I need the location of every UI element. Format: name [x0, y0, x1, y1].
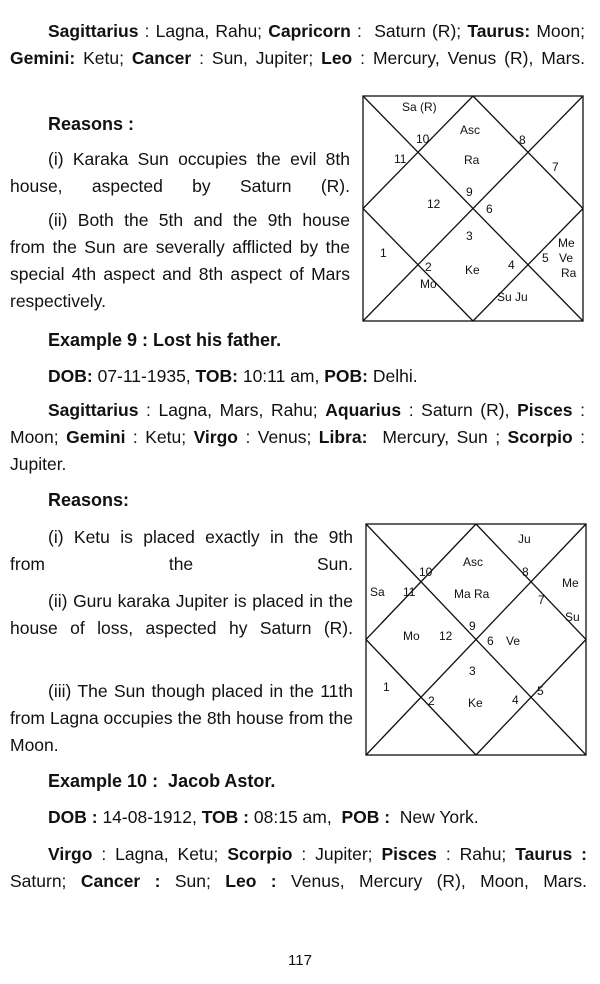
- ex8-reason-2: (ii) Both the 5th and the 9th house from the Sun are severally afflicted by the special 4th aspect and 8th aspect of Mars respectively.: [10, 210, 350, 311]
- house-number: 1: [380, 246, 387, 260]
- planet-label: Asc: [463, 555, 484, 569]
- house-number: 8: [522, 565, 529, 579]
- ex9-reason-2: (ii) Guru karaka Jupiter is placed in the house of loss, aspected hy Saturn (R).: [10, 591, 353, 638]
- ex8-reasons-heading: Reasons :: [48, 114, 135, 134]
- ex9-chart-svg: [365, 523, 587, 756]
- house-number: 4: [512, 693, 519, 707]
- house-number: 2: [425, 260, 432, 274]
- planet-label: Ve: [559, 251, 574, 265]
- house-number: 10: [419, 565, 433, 579]
- ex9-planet-positions: Sagittarius : Lagna, Mars, Rahu; Aquarius : Saturn (R), Pisces : Moon; Gemini : Ketu; Virgo : Venus; Libra: Mercury, Sun ; Scorpio : Jupiter.: [10, 400, 586, 474]
- planet-label: Asc: [460, 123, 481, 137]
- ex9-reason-1: (i) Ketu is placed exactly in the 9th from the Sun.: [10, 527, 353, 574]
- ex10-heading: Example 10 : Jacob Astor.: [48, 771, 276, 791]
- planet-label: Mo: [403, 629, 420, 643]
- house-number: 11: [394, 152, 407, 166]
- ex9-birth-details: DOB: 07-11-1935, TOB: 10:11 am, POB: Delhi.: [48, 366, 418, 386]
- house-number: 3: [466, 229, 473, 243]
- house-number: 11: [403, 585, 416, 599]
- ex10-planet-positions: Virgo : Lagna, Ketu; Scorpio : Jupiter; Pisces : Rahu; Taurus : Saturn; Cancer : Sun; Leo : Venus, Mercury (R), Moon, Mars.: [10, 844, 587, 891]
- planet-label: Su: [565, 610, 580, 624]
- planet-label: Ma Ra: [454, 587, 490, 601]
- house-number: 3: [469, 664, 476, 678]
- ex9-birth-chart: [365, 523, 587, 756]
- ex8-birth-chart: [362, 95, 584, 322]
- page-number: 117: [288, 952, 312, 969]
- planet-label: Me: [562, 576, 579, 590]
- ex10-birth-details: DOB : 14-08-1912, TOB : 08:15 am, POB : New York.: [48, 807, 479, 827]
- ex9-heading: Example 9 : Lost his father.: [48, 330, 282, 350]
- house-number: 9: [466, 185, 473, 199]
- house-number: 4: [508, 258, 515, 272]
- house-number: 6: [486, 202, 493, 216]
- ex8-reason-1: (i) Karaka Sun occupies the evil 8th house, aspected by Saturn (R).: [10, 149, 350, 196]
- ex8-planet-positions: Sagittarius : Lagna, Rahu; Capricorn : Saturn (R); Taurus: Moon; Gemini: Ketu; Cancer : Sun, Jupiter; Leo : Mercury, Venus (R), Mars.: [10, 21, 586, 68]
- planet-label: Mo: [420, 277, 437, 291]
- house-number: 8: [519, 133, 526, 147]
- planet-label: Sa (R): [402, 100, 437, 114]
- planet-label: Sa: [370, 585, 385, 599]
- ex9-reasons-heading: Reasons:: [48, 490, 130, 510]
- house-number: 6: [487, 634, 494, 648]
- house-number: 2: [428, 694, 435, 708]
- house-number: 1: [383, 680, 390, 694]
- planet-label: Ke: [468, 696, 483, 710]
- planet-label: Su Ju: [497, 290, 528, 304]
- house-number: 12: [427, 197, 441, 211]
- planet-label: Me: [558, 236, 575, 250]
- house-number: 7: [538, 593, 545, 607]
- planet-label: Ke: [465, 263, 480, 277]
- ex8-chart-svg: [362, 95, 584, 322]
- house-number: 9: [469, 619, 476, 633]
- house-number: 12: [439, 629, 453, 643]
- planet-label: Ju: [518, 532, 531, 546]
- ex9-reason-3: (iii) The Sun though placed in the 11th from Lagna occupies the 8th house from the Moon.: [10, 681, 353, 755]
- planet-label: Ra: [561, 266, 577, 280]
- house-number: 5: [542, 251, 549, 265]
- house-number: 10: [416, 132, 430, 146]
- house-number: 5: [537, 684, 544, 698]
- planet-label: Ve: [506, 634, 521, 648]
- planet-label: Ra: [464, 153, 480, 167]
- house-number: 7: [552, 160, 559, 174]
